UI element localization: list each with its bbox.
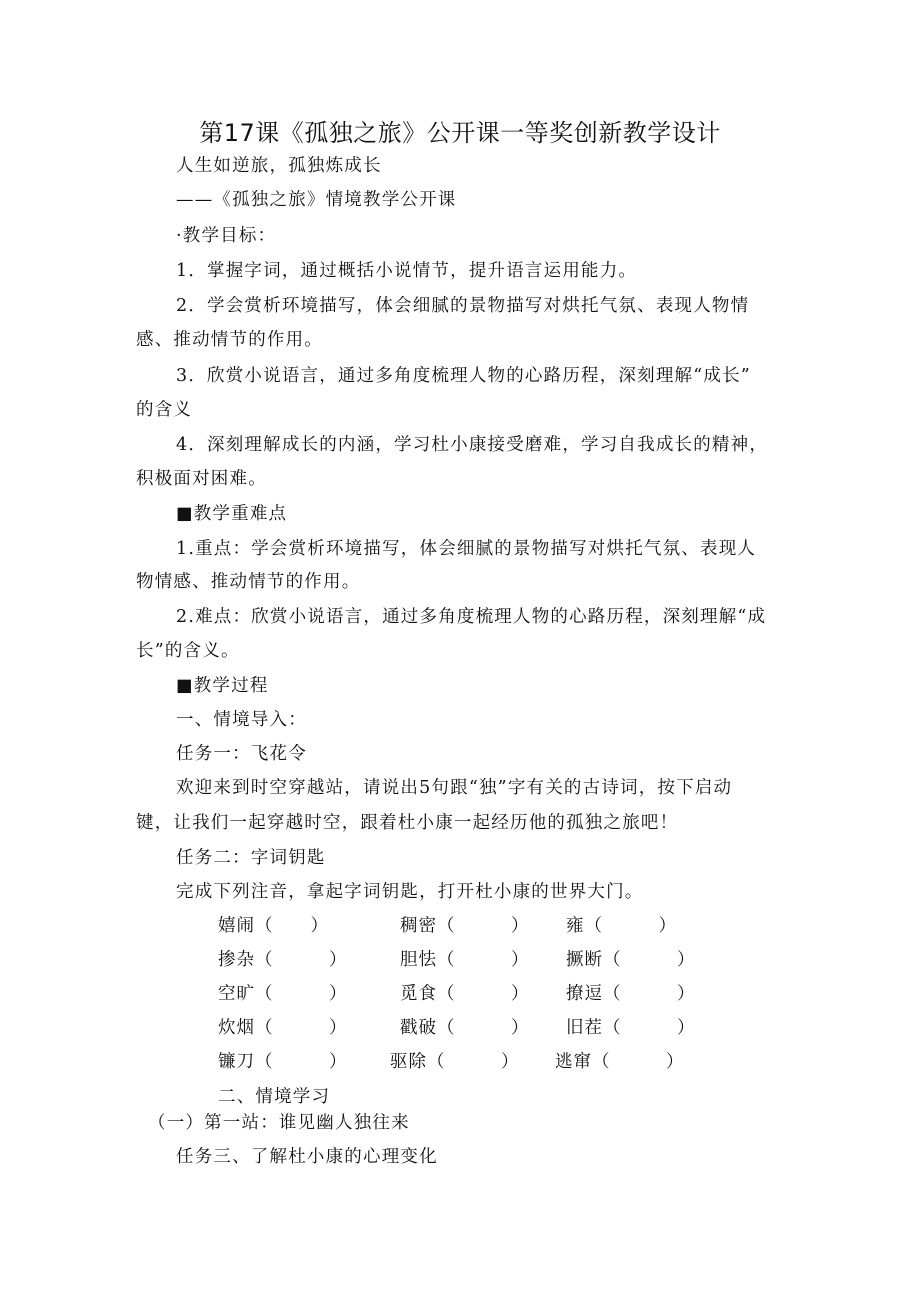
key-point-1-line-2: 物情感、推动情节的作用。 [136, 572, 361, 592]
section-2-heading: 二、情境学习 [218, 1087, 331, 1107]
objective-4-line-1: 4．深刻理解成长的内涵，学习杜小康接受磨难，学习自我成长的精神， [176, 435, 769, 455]
station-1-heading: （一）第一站：谁见幽人独往来 [148, 1113, 410, 1133]
key-point-2-line-1: 2.难点：欣赏小说语言，通过多角度梳理人物的心路历程，深刻理解“成 [176, 607, 767, 627]
objective-3-line-1: 3．欣赏小说语言，通过多角度梳理人物的心路历程，深刻理解“成长” [176, 366, 751, 386]
objective-2-line-1: 2．学会赏析环境描写，体会细腻的景物描写对烘托气氛、表现人物情 [176, 296, 750, 316]
section-1-heading: 一、情境导入： [176, 710, 307, 730]
vocab-item: 逃窜（ ） [555, 1052, 685, 1072]
vocab-item: 撩逗（ ） [566, 984, 696, 1004]
vocab-item: 掺杂（ ） [218, 950, 348, 970]
vocab-item: 镰刀（ ） [218, 1052, 348, 1072]
key-point-2-line-2: 长”的含义。 [136, 641, 240, 661]
vocab-item: 戳破（ ） [400, 1018, 530, 1038]
vocab-item: 稠密（ ） [400, 916, 530, 936]
vocab-item: 撅断（ ） [566, 950, 696, 970]
vocab-item: 觅食（ ） [400, 984, 530, 1004]
objectives-heading: ·教学目标： [176, 226, 277, 246]
objective-1: 1．掌握字词，通过概括小说情节，提升语言运用能力。 [176, 261, 638, 281]
vocab-item: 旧茬（ ） [566, 1018, 696, 1038]
vocab-item: 胆怯（ ） [400, 950, 530, 970]
objective-2-line-2: 感、推动情节的作用。 [136, 330, 323, 350]
task-3-heading: 任务三、了解杜小康的心理变化 [176, 1147, 438, 1167]
subtitle-line-2: ——《孤独之旅》情境教学公开课 [176, 190, 457, 210]
task-2-heading: 任务二：字词钥匙 [176, 848, 326, 868]
task-1-text-line-2: 键，让我们一起穿越时空，跟着杜小康一起经历他的孤独之旅吧！ [136, 813, 679, 833]
document-title: 第17课《孤独之旅》公开课一等奖创新教学设计 [199, 119, 721, 147]
objective-3-line-2: 的含义 [136, 400, 193, 420]
task-1-heading: 任务一：飞花令 [176, 744, 307, 764]
vocab-item: 驱除（ ） [390, 1052, 520, 1072]
process-heading: ■教学过程 [176, 676, 269, 696]
vocab-item: 空旷（ ） [218, 984, 348, 1004]
vocab-item: 嬉闹（ ） [218, 916, 329, 936]
task-1-text-line-1: 欢迎来到时空穿越站，请说出5句跟“独”字有关的古诗词，按下启动 [176, 778, 733, 798]
task-2-text: 完成下列注音，拿起字词钥匙，打开杜小康的世界大门。 [176, 882, 644, 902]
objective-4-line-2: 积极面对困难。 [136, 469, 267, 489]
vocab-item: 雍（ ） [566, 916, 677, 936]
vocab-item: 炊烟（ ） [218, 1018, 348, 1038]
key-points-heading: ■教学重难点 [176, 504, 288, 524]
subtitle-line-1: 人生如逆旅，孤独炼成长 [176, 156, 382, 176]
key-point-1-line-1: 1.重点：学会赏析环境描写，体会细腻的景物描写对烘托气氛、表现人 [176, 539, 757, 559]
